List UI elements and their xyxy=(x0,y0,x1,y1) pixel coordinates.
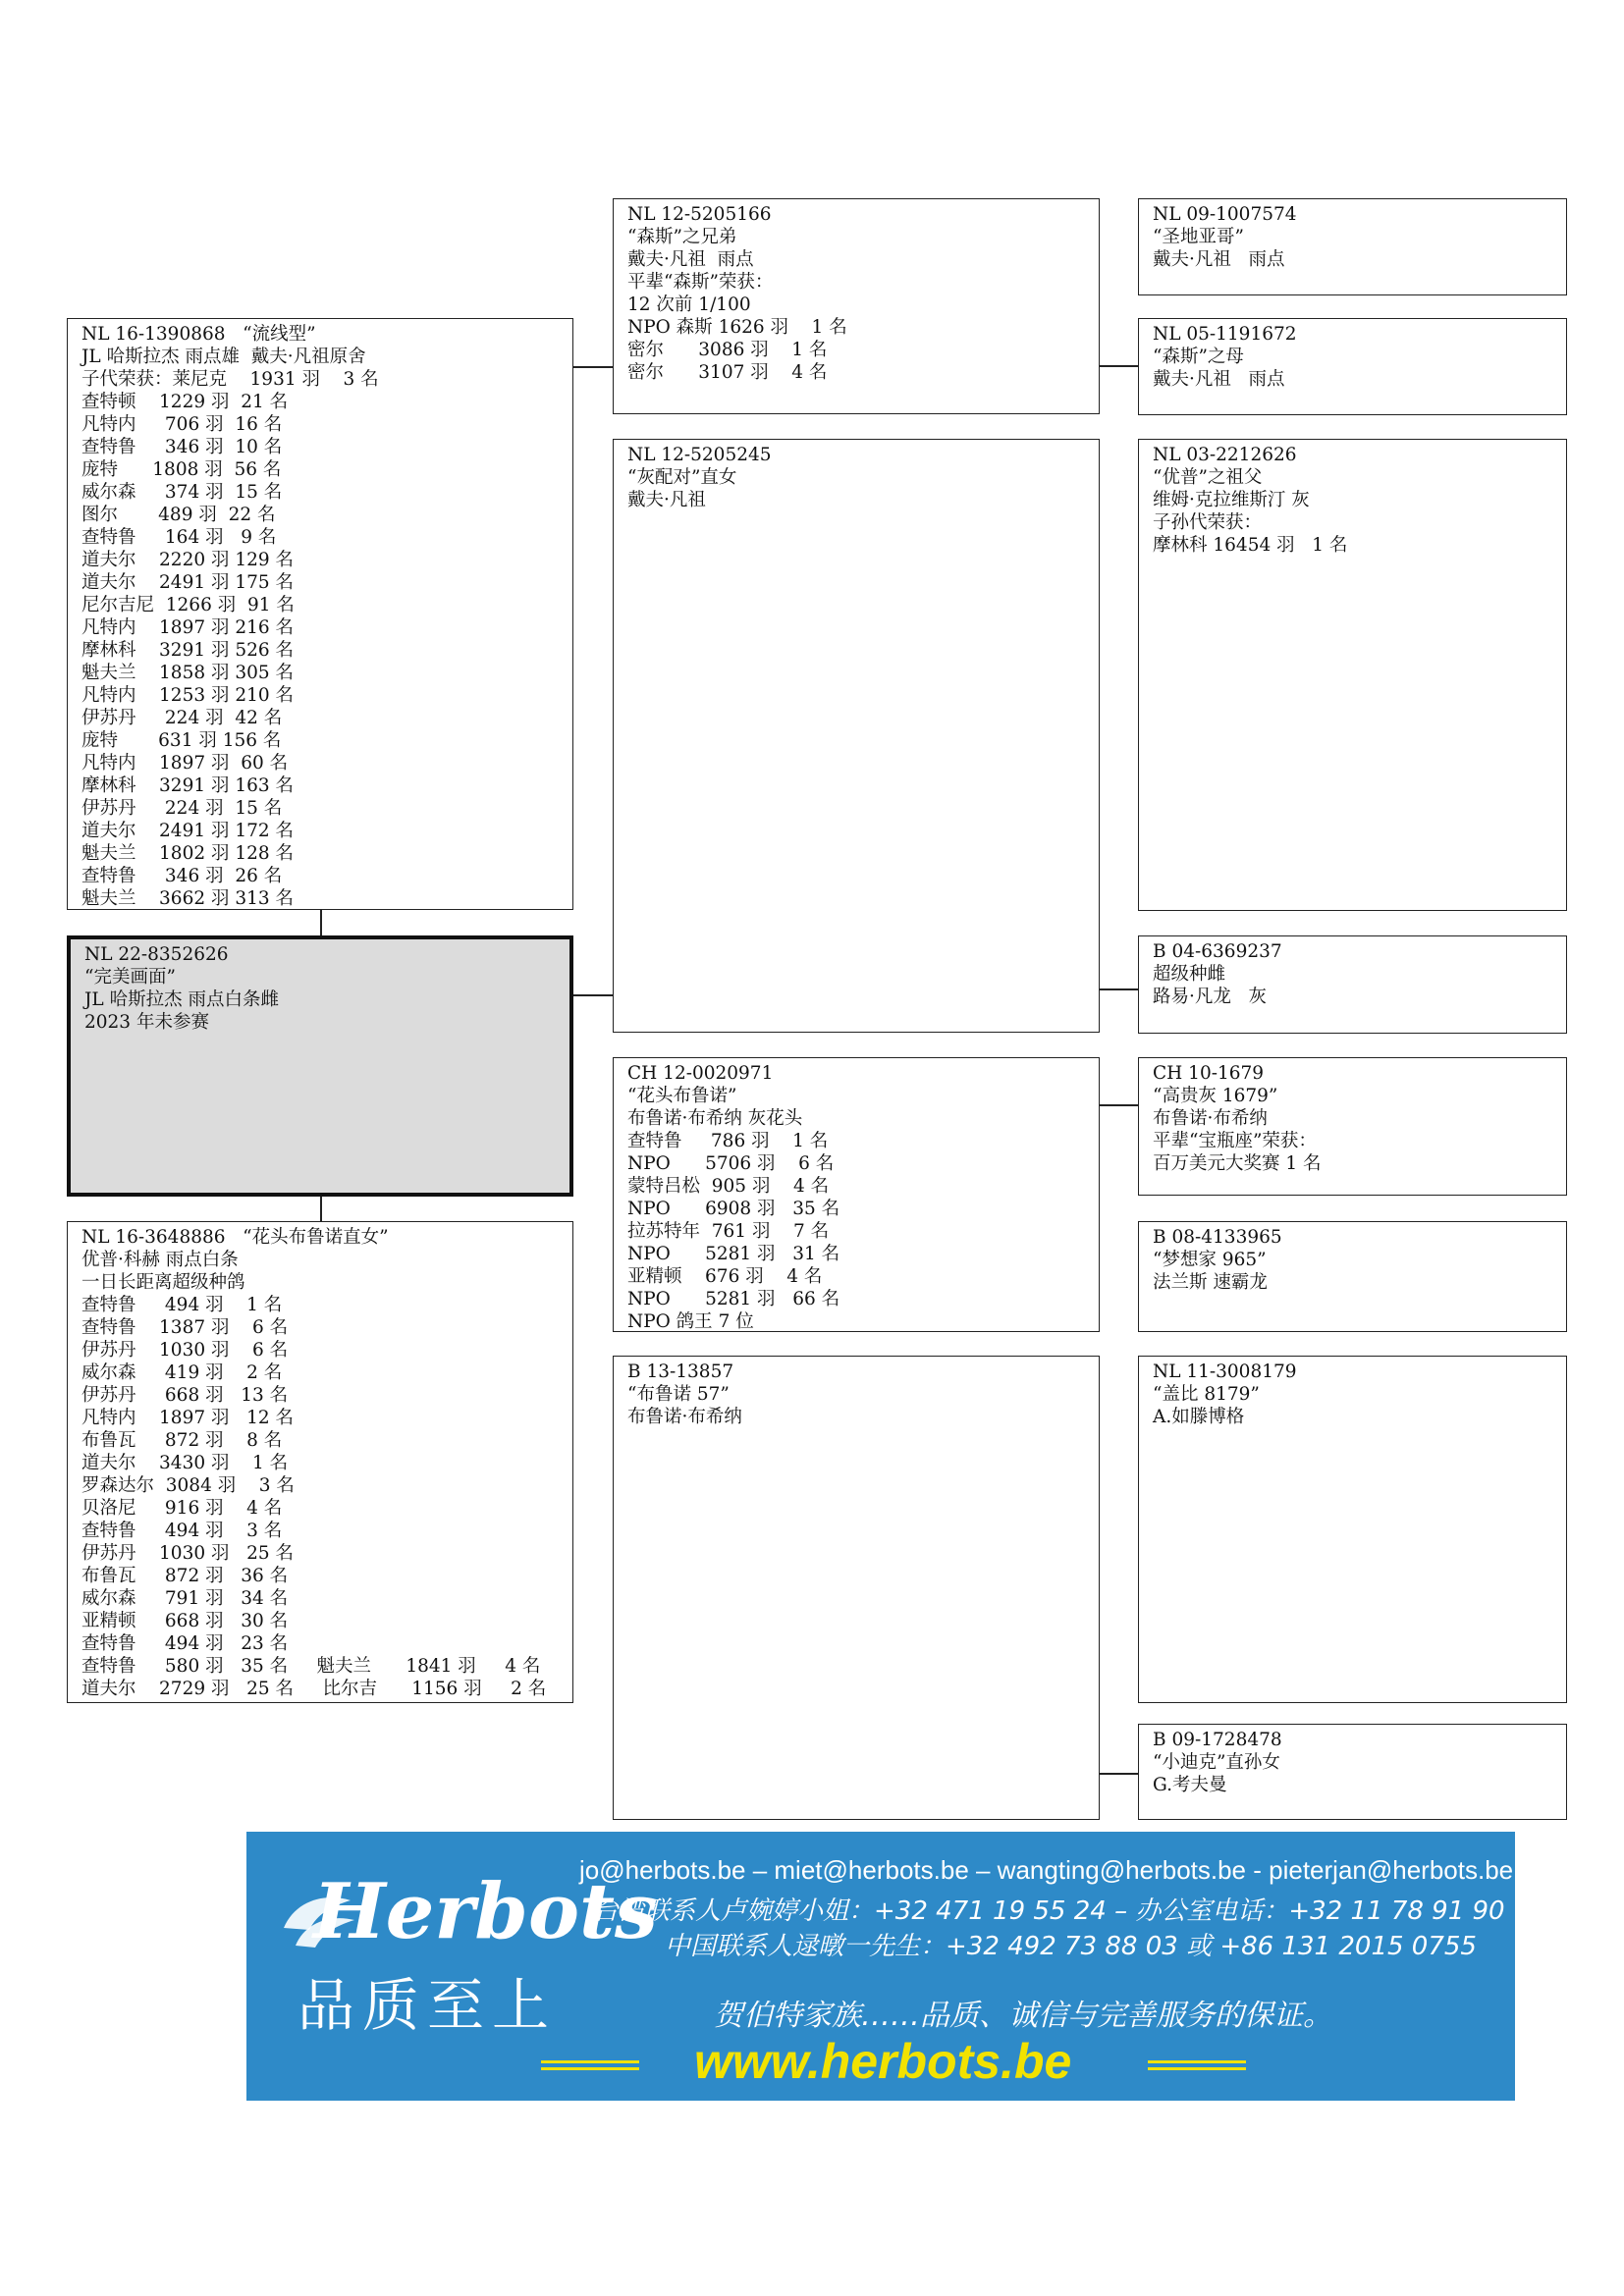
pedigree-line: 12 次前 1/100 xyxy=(627,294,751,315)
pedigree-line: 伊苏丹 224 羽 15 名 xyxy=(81,798,283,819)
pedigree-line: G.考夫曼 xyxy=(1153,1775,1227,1795)
pedigree-line: 凡特内 1897 羽 216 名 xyxy=(81,617,295,638)
pedigree-line: 戴夫·凡祖 雨点 xyxy=(1153,369,1285,390)
pedigree-line: 凡特内 1897 羽 12 名 xyxy=(81,1408,295,1428)
pedigree-line: 密尔 3086 羽 1 名 xyxy=(627,340,828,360)
ring-number: NL 12-5205245 xyxy=(627,445,772,465)
pedigree-line: NPO 5706 羽 6 名 xyxy=(627,1153,835,1174)
pedigree-line: A.如滕博格 xyxy=(1153,1407,1245,1427)
ring-number: B 09-1728478 xyxy=(1153,1730,1282,1750)
pedigree-line: 魁夫兰 1802 羽 128 名 xyxy=(81,843,295,864)
taiwan-contact-line: 台湾联系人卢婉婷小姐：+32 471 19 55 24 – 办公室电话：+32 11 78 91 90 xyxy=(593,1896,1505,1926)
pedigree-line: JL 哈斯拉杰 雨点雄 戴夫·凡祖原舍 xyxy=(81,347,366,367)
pedigree-line: 伊苏丹 1030 羽 6 名 xyxy=(81,1340,289,1361)
pedigree-line: 查特鲁 164 羽 9 名 xyxy=(81,527,277,548)
pedigree-line: NPO 5281 羽 66 名 xyxy=(627,1289,840,1309)
pedigree-line: 查特鲁 786 羽 1 名 xyxy=(627,1131,829,1151)
pedigree-line: 戴夫·凡祖 雨点 xyxy=(1153,249,1285,270)
pedigree-line: 道夫尔 3430 羽 1 名 xyxy=(81,1453,289,1473)
pedigree-line: 戴夫·凡祖 雨点 xyxy=(627,249,754,270)
pedigree-line: 贝洛尼 916 羽 4 名 xyxy=(81,1498,283,1519)
connector xyxy=(572,994,614,996)
pedigree-box-dam-dam xyxy=(613,1356,1100,1820)
logo-text: Herbots xyxy=(313,1867,658,1956)
pedigree-line: 尼尔吉尼 1266 羽 91 名 xyxy=(81,595,295,615)
pedigree-line: 道夫尔 2491 羽 172 名 xyxy=(81,821,295,841)
pedigree-line: 法兰斯 速霸龙 xyxy=(1153,1272,1268,1293)
pedigree-line: 一日长距离超级种鸽 xyxy=(81,1272,245,1293)
pedigree-line: 平辈“宝瓶座”荣获： xyxy=(1153,1131,1317,1151)
ring-number: NL 16-1390868 “流线型” xyxy=(81,324,316,345)
pedigree-box-ds-sire xyxy=(1138,1057,1567,1196)
pedigree-box-dd-sire xyxy=(1138,1356,1567,1703)
pedigree-line: 道夫尔 2220 羽 129 名 xyxy=(81,550,295,570)
pedigree-line: 威尔森 374 羽 15 名 xyxy=(81,482,283,503)
pedigree-line: NPO 鸽王 7 位 xyxy=(627,1311,754,1332)
connector xyxy=(1099,988,1138,990)
pedigree-box-sire-sire xyxy=(613,198,1100,414)
pedigree-line: 摩林科 16454 羽 1 名 xyxy=(1153,535,1348,556)
pedigree-box-dam xyxy=(67,1221,573,1703)
pedigree-line: “小迪克”直孙女 xyxy=(1153,1752,1280,1773)
pedigree-line: 蒙特吕松 905 羽 4 名 xyxy=(627,1176,830,1197)
pedigree-line: 庞特 1808 羽 56 名 xyxy=(81,459,282,480)
connector xyxy=(572,366,614,368)
pedigree-line: 庞特 631 羽 156 名 xyxy=(81,730,282,751)
pedigree-line: 布鲁瓦 872 羽 36 名 xyxy=(81,1566,289,1586)
pedigree-line: 2023 年未参赛 xyxy=(84,1012,209,1033)
pedigree-box-ds-dam xyxy=(1138,1221,1567,1332)
pedigree-line: “梦想家 965” xyxy=(1153,1250,1267,1270)
pedigree-line: 亚精顿 668 羽 30 名 xyxy=(81,1611,289,1631)
pedigree-line: 平辈“森斯”荣获： xyxy=(627,272,774,293)
ring-number: B 08-4133965 xyxy=(1153,1227,1282,1248)
pedigree-line: “圣地亚哥” xyxy=(1153,227,1244,247)
ring-number: NL 11-3008179 xyxy=(1153,1362,1297,1382)
connector xyxy=(320,1196,322,1221)
pedigree-line: 布鲁诺·布希纳 xyxy=(1153,1108,1268,1129)
pedigree-line: 魁夫兰 1858 羽 305 名 xyxy=(81,663,295,683)
pedigree-line: “灰配对”直女 xyxy=(627,467,737,488)
pedigree-line: 凡特内 1253 羽 210 名 xyxy=(81,685,295,706)
pedigree-line: 密尔 3107 羽 4 名 xyxy=(627,362,828,383)
pedigree-line: “盖比 8179” xyxy=(1153,1384,1260,1405)
pedigree-line: “森斯”之兄弟 xyxy=(627,227,737,247)
herbots-logo xyxy=(266,1851,658,1969)
ring-number: B 13-13857 xyxy=(627,1362,734,1382)
pedigree-line: 凡特内 1897 羽 60 名 xyxy=(81,753,289,774)
pedigree-line: 子代荣获：莱尼克 1931 羽 3 名 xyxy=(81,369,379,390)
pedigree-line: 拉苏特年 761 羽 7 名 xyxy=(627,1221,830,1242)
pedigree-line: 摩林科 3291 羽 526 名 xyxy=(81,640,295,661)
pedigree-line: “完美画面” xyxy=(84,967,176,988)
pedigree-box-sd-dam xyxy=(1138,935,1567,1034)
pedigree-line: 查特鲁 494 羽 1 名 xyxy=(81,1295,283,1315)
pedigree-line: 查特顿 1229 羽 21 名 xyxy=(81,392,289,412)
pedigree-line: 图尔 489 羽 22 名 xyxy=(81,505,276,525)
ring-number: NL 12-5205166 xyxy=(627,204,772,225)
pedigree-line: NPO 森斯 1626 羽 1 名 xyxy=(627,317,847,338)
china-contact-line: 中国联系人逯暾一先生：+32 492 73 88 03 或 +86 131 2015 0755 xyxy=(665,1932,1477,1961)
pedigree-line: NPO 6908 羽 35 名 xyxy=(627,1199,840,1219)
pedigree-line: 摩林科 3291 羽 163 名 xyxy=(81,775,295,796)
pedigree-line: 亚精顿 676 羽 4 名 xyxy=(627,1266,823,1287)
pedigree-line: 查特鲁 1387 羽 6 名 xyxy=(81,1317,289,1338)
pedigree-line: 布鲁诺·布希纳 xyxy=(627,1407,742,1427)
ring-number: NL 16-3648886 “花头布鲁诺直女” xyxy=(81,1227,389,1248)
pedigree-box-subject xyxy=(67,935,573,1197)
pedigree-line: “布鲁诺 57” xyxy=(627,1384,730,1405)
decor-double-line-left xyxy=(541,2060,639,2070)
pedigree-line: “花头布鲁诺” xyxy=(627,1086,737,1106)
pedigree-line: NPO 5281 羽 31 名 xyxy=(627,1244,840,1264)
pedigree-line: 查特鲁 346 羽 26 名 xyxy=(81,866,283,886)
pedigree-line: 百万美元大奖赛 1 名 xyxy=(1153,1153,1322,1174)
ring-number: NL 05-1191672 xyxy=(1153,324,1297,345)
pedigree-line: 凡特内 706 羽 16 名 xyxy=(81,414,283,435)
slogan: 品质至上 xyxy=(298,1972,558,2039)
contact-banner xyxy=(246,1832,1515,2101)
pedigree-line: “森斯”之母 xyxy=(1153,347,1244,367)
pedigree-line: 威尔森 419 羽 2 名 xyxy=(81,1362,283,1383)
pedigree-line: 道夫尔 2491 羽 175 名 xyxy=(81,572,295,593)
pedigree-box-dam-sire xyxy=(613,1057,1100,1332)
ring-number: NL 09-1007574 xyxy=(1153,204,1297,225)
pedigree-box-dd-dam xyxy=(1138,1724,1567,1820)
tagline: 贺伯特家族……品质、诚信与完善服务的保证。 xyxy=(714,1999,1332,2033)
pedigree-line: 子孙代荣获： xyxy=(1153,512,1263,533)
connector xyxy=(320,909,322,935)
pedigree-line: 布鲁瓦 872 羽 8 名 xyxy=(81,1430,283,1451)
pedigree-box-sd-sire xyxy=(1138,439,1567,911)
pedigree-line: 维姆·克拉维斯汀 灰 xyxy=(1153,490,1310,510)
ring-number: NL 22-8352626 xyxy=(84,944,229,965)
pedigree-line: 伊苏丹 668 羽 13 名 xyxy=(81,1385,289,1406)
pedigree-line: 伊苏丹 224 羽 42 名 xyxy=(81,708,283,728)
pedigree-line: 查特鲁 346 羽 10 名 xyxy=(81,437,283,457)
ring-number: CH 12-0020971 xyxy=(627,1063,774,1084)
pedigree-line: 查特鲁 580 羽 35 名 魁夫兰 1841 羽 4 名 xyxy=(81,1656,541,1677)
connector xyxy=(1099,365,1138,367)
pedigree-box-ss-sire xyxy=(1138,198,1567,295)
pedigree-line: 威尔森 791 羽 34 名 xyxy=(81,1588,289,1609)
pedigree-line: “高贵灰 1679” xyxy=(1153,1086,1278,1106)
ring-number: CH 10-1679 xyxy=(1153,1063,1265,1084)
website-link[interactable]: www.herbots.be xyxy=(694,2034,1072,2089)
ring-number: B 04-6369237 xyxy=(1153,941,1282,962)
email-line: jo@herbots.be – miet@herbots.be – wangting@herbots.be - pieterjan@herbots.be xyxy=(579,1855,1514,1885)
pedigree-line: “优普”之祖父 xyxy=(1153,467,1263,488)
ring-number: NL 03-2212626 xyxy=(1153,445,1297,465)
pedigree-box-sire xyxy=(67,318,573,910)
pedigree-line: 布鲁诺·布希纳 灰花头 xyxy=(627,1108,803,1129)
pedigree-line: 伊苏丹 1030 羽 25 名 xyxy=(81,1543,295,1564)
pedigree-line: 魁夫兰 3662 羽 313 名 xyxy=(81,888,295,909)
decor-double-line-right xyxy=(1148,2060,1246,2070)
pedigree-line: 查特鲁 494 羽 23 名 xyxy=(81,1633,289,1654)
pedigree-line: JL 哈斯拉杰 雨点白条雌 xyxy=(84,989,279,1010)
pedigree-box-sire-dam xyxy=(613,439,1100,1033)
pedigree-line: 路易·凡龙 灰 xyxy=(1153,987,1268,1007)
connector xyxy=(1099,1773,1138,1775)
pedigree-box-ss-dam xyxy=(1138,318,1567,415)
pedigree-line: 道夫尔 2729 羽 25 名 比尔吉 1156 羽 2 名 xyxy=(81,1679,547,1699)
pedigree-line: 查特鲁 494 羽 3 名 xyxy=(81,1521,283,1541)
pedigree-line: 超级种雌 xyxy=(1153,964,1226,985)
pedigree-line: 优普·科赫 雨点白条 xyxy=(81,1250,239,1270)
pedigree-line: 戴夫·凡祖 xyxy=(627,490,706,510)
connector xyxy=(1099,1104,1138,1106)
pedigree-line: 罗森达尔 3084 羽 3 名 xyxy=(81,1475,295,1496)
